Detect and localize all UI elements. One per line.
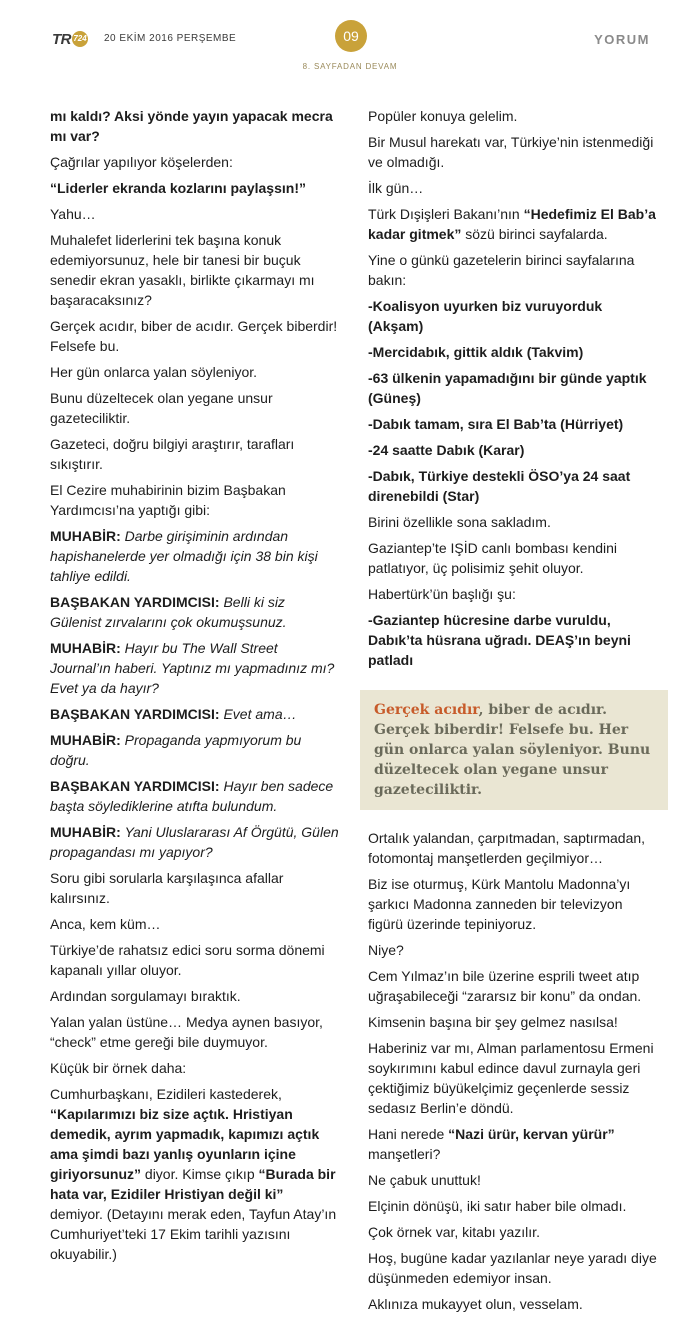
paragraph: Çağrılar yapılıyor köşelerden: — [50, 154, 233, 170]
paragraph: Türk Dışişleri Bakanı’nın “Hedefimiz El Bab’a kadar gitmek” sözü birinci sayfalarda. — [368, 206, 656, 242]
dialogue-line: BAŞBAKAN YARDIMCISI: Evet ama… — [50, 706, 297, 722]
paragraph: Anca, kem küm… — [50, 916, 161, 932]
dialogue-line: BAŞBAKAN YARDIMCISI: Belli ki siz Gülenist zırvalarını çok okumuşsunuz. — [50, 594, 287, 630]
headline-quote: -Mercidabık, gittik aldık (Takvim) — [368, 344, 584, 360]
page-header — [0, 0, 700, 80]
paragraph: Muhalefet liderlerini tek başına konuk edemiyorsunuz, hele bir tanesi bir buçuk senedir ekran yasaklı, birlikte çıkarmayı mı başaracaksınız? — [50, 232, 315, 308]
issue-date: 20 EKİM 2016 PERŞEMBE — [104, 33, 237, 44]
headline-quote: -24 saatte Dabık (Karar) — [368, 442, 525, 458]
headline-quote: -63 ülkenin yapamadığını bir günde yaptık (Güneş) — [368, 370, 647, 406]
paragraph: Birini özellikle sona sakladım. — [368, 514, 551, 530]
headline-quote: -Dabık, Türkiye destekli ÖSO’ya 24 saat direnebildi (Star) — [368, 468, 631, 504]
pull-quote-text: , biber de acıdır. Gerçek biberdir! Felsefe bu. Her gün onlarca yalan söyleniyor. Bunu düzeltecek olan yegane unsur gazeteciliktir. — [374, 702, 651, 798]
paragraph: mı kaldı? Aksi yönde yayın yapacak mecra mı var? — [50, 108, 333, 144]
paragraph: El Cezire muhabirinin bizim Başbakan Yardımcısı’na yaptığı gibi: — [50, 482, 286, 518]
paragraph: Gaziantep’te IŞİD canlı bombası kendini patlatıyor, üç polisimiz şehit oluyor. — [368, 540, 618, 576]
page-number: 09 — [335, 20, 367, 52]
paragraph: Her gün onlarca yalan söyleniyor. — [50, 364, 258, 380]
article-right-column — [368, 106, 658, 1320]
paragraph: Gazeteci, doğru bilgiyi araştırır, tarafları sıkıştırır. — [50, 436, 295, 472]
paragraph: Gerçek acıdır, biber de acıdır. Gerçek biberdir! Felsefe bu. — [50, 318, 338, 354]
paragraph: Küçük bir örnek daha: — [50, 1060, 187, 1076]
paragraph: Türkiye’de rahatsız edici soru sorma dönemi kapanalı yıllar oluyor. — [50, 942, 325, 978]
paragraph: Ne çabuk unuttuk! — [368, 1172, 481, 1188]
paragraph: Aklınıza mukayyet olun, vesselam. — [368, 1296, 583, 1312]
paragraph: Cem Yılmaz’ın bile üzerine esprili tweet atıp uğraşabileceği “zararsız bir konu” da ondan. — [368, 968, 642, 1004]
dialogue-line: BAŞBAKAN YARDIMCISI: Hayır ben sadece başta söylediklerine atıfta bulundum. — [50, 778, 334, 814]
paragraph: Popüler konuya gelelim. — [368, 108, 518, 124]
paragraph: Bunu düzeltecek olan yegane unsur gazeteciliktir. — [50, 390, 273, 426]
article-left-column — [50, 106, 340, 1270]
paragraph: Habertürk’ün başlığı şu: — [368, 586, 516, 602]
paragraph: Bir Musul harekatı var, Türkiye’nin istenmediği ve olmadığı. — [368, 134, 654, 170]
dialogue-line: MUHABİR: Hayır bu The Wall Street Journal’ın haberi. Yaptınız mı yapmadınız mı? Evet ya da hayır? — [50, 640, 335, 696]
dialogue-line: MUHABİR: Darbe girişiminin ardından hapishanelerde yer olmadığı için 38 bin kişi tahliye edildi. — [50, 528, 318, 584]
paragraph: “Liderler ekranda kozlarını paylaşsın!” — [50, 180, 306, 196]
paragraph: Cumhurbaşkanı, Ezidileri kastederek, “Kapılarımızı biz size açtık. Hristiyan demedik, ayrım yapmadık, kapımızı açtık ama şimdi bazı yanlış oyunların içine giriyorsunuz” diyor. Kimse çıkıp “Burada bir hata var, Ezidiler Hristiyan değil ki” demiyor. (Detayını merak eden, Tayfun Atay’ın Cumhuriyet’teki 17 Ekim tarihli yazısını okuyabilir.) — [50, 1086, 337, 1262]
paragraph: Hani nerede “Nazi ürür, kervan yürür” manşetleri? — [368, 1126, 615, 1162]
paragraph: Çok örnek var, kitabı yazılır. — [368, 1224, 540, 1240]
headline-quote: -Dabık tamam, sıra El Bab’ta (Hürriyet) — [368, 416, 624, 432]
dialogue-line: MUHABİR: Propaganda yapmıyorum bu doğru. — [50, 732, 302, 768]
pull-quote — [360, 690, 668, 810]
paragraph: Haberiniz var mı, Alman parlamentosu Ermeni soykırımını kabul edince davul zurnayla geri çektiğimiz büyükelçimiz geçenlerde sessiz sedasız Berlin’e döndü. — [368, 1040, 654, 1116]
paragraph: Yahu… — [50, 206, 96, 222]
dialogue-line: MUHABİR: Yani Uluslararası Af Örgütü, Gülen propagandası mı yapıyor? — [50, 824, 339, 860]
paragraph: Ardından sorgulamayı bıraktık. — [50, 988, 241, 1004]
paragraph: Elçinin dönüşü, iki satır haber bile olmadı. — [368, 1198, 627, 1214]
paragraph: Soru gibi sorularla karşılaşınca afallar kalırsınız. — [50, 870, 284, 906]
paragraph: Biz ise oturmuş, Kürk Mantolu Madonna’yı şarkıcı Madonna zanneden bir televizyon figürü üzerinde tepiniyoruz. — [368, 876, 631, 932]
paragraph: İlk gün… — [368, 180, 424, 196]
paragraph: Ortalık yalandan, çarpıtmadan, saptırmadan, fotomontaj manşetlerden geçilmiyor… — [368, 830, 646, 866]
tr724-logo: TR 724 — [52, 30, 87, 48]
paragraph: Kimsenin başına bir şey gelmez nasılsa! — [368, 1014, 618, 1030]
paragraph: Yine o günkü gazetelerin birinci sayfalarına bakın: — [368, 252, 635, 288]
headline-quote: -Koalisyon uyurken biz vuruyorduk (Akşam) — [368, 298, 603, 334]
pull-quote-accent: Gerçek acıdır — [374, 702, 479, 718]
headline-quote: -Gaziantep hücresine darbe vuruldu, Dabık’ta hüsrana uğradı. DEAŞ’ın beyni patladı — [368, 612, 631, 668]
section-label: YORUM — [594, 32, 650, 47]
paragraph: Hoş, bugüne kadar yazılanlar neye yaradı diye düşünmeden edemiyor insan. — [368, 1250, 657, 1286]
paragraph: Yalan yalan üstüne… Medya aynen basıyor, “check” etme gereği bile duymuyor. — [50, 1014, 323, 1050]
paragraph: Niye? — [368, 942, 404, 958]
continued-from-label: 8. SAYFADAN DEVAM — [302, 62, 398, 71]
